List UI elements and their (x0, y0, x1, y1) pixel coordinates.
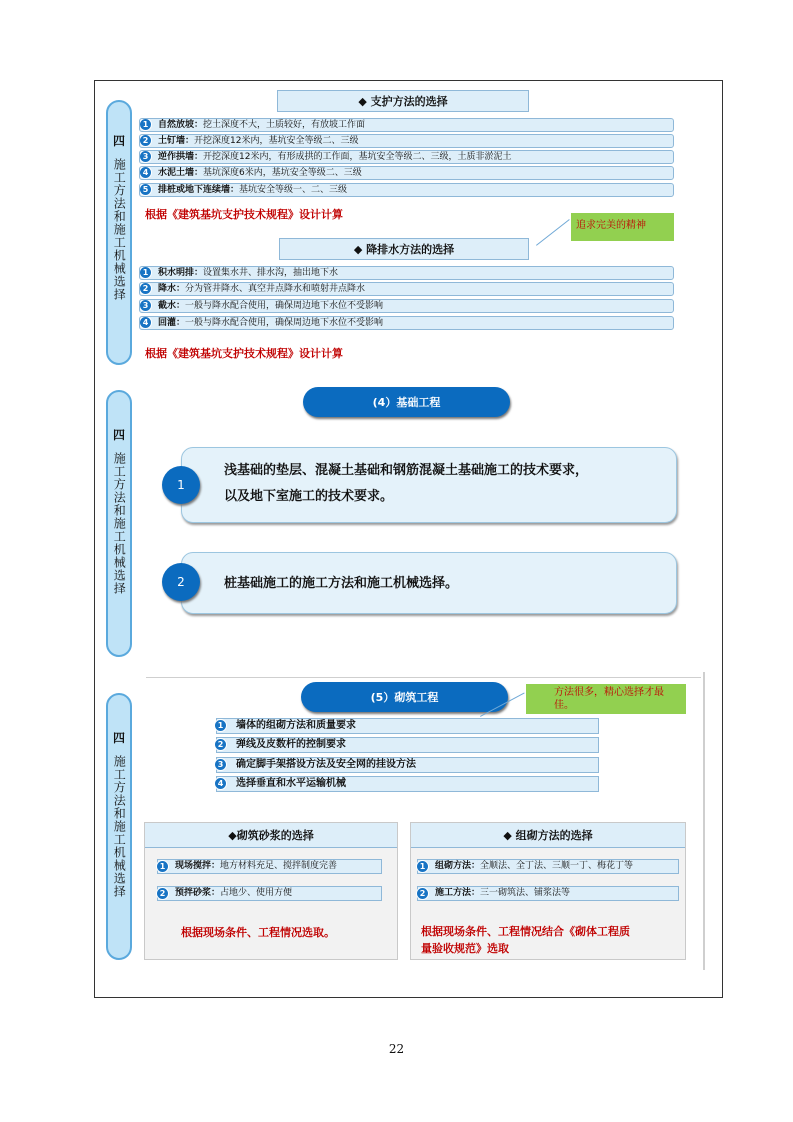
callout-note: 追求完美的精神 (571, 213, 674, 241)
design-basis-text: 根据《建筑基坑支护技术规程》设计计算 (145, 347, 343, 360)
design-basis-text: 根据《建筑基坑支护技术规程》设计计算 (145, 208, 343, 221)
item-text: 三一砌筑法、铺浆法等 (480, 888, 571, 898)
divider (703, 672, 705, 970)
list-item (216, 718, 599, 734)
item-text: 确定脚手架搭设方法及安全网的挂设方法 (236, 759, 416, 770)
item-number: 1 (162, 466, 200, 504)
list-item (139, 266, 674, 280)
basis-line: 量验收规范》选取 (421, 942, 509, 955)
basis-line: 根据现场条件、工程情况结合《砌体工程质 (421, 925, 630, 938)
item-label: 逆作拱墙： (158, 152, 204, 162)
list-item (139, 316, 674, 330)
list-item (139, 282, 674, 296)
item-text: 基坑安全等级一、二、三级 (239, 185, 348, 195)
item-text: 弹线及皮数杆的控制要求 (236, 739, 346, 750)
item-text: 开挖深度12米内，有形成拱的工作面，基坑安全等级二、三级，土质非淤泥土 (203, 152, 512, 162)
item-number: 3 (214, 758, 227, 771)
side-label-chapter: 四 (112, 428, 125, 442)
item-label: 现场搅拌： (175, 861, 221, 871)
item-label: 自然放坡： (158, 120, 204, 130)
item-number: 4 (139, 166, 152, 179)
item-number: 4 (214, 777, 227, 790)
item-label: 预拌砂浆： (175, 888, 221, 898)
item-text: 开挖深度12米内，基坑安全等级二、三级 (194, 136, 359, 146)
list-item (139, 118, 674, 132)
item-number: 2 (214, 738, 227, 751)
item-text: 挖土深度不大，土质较好，有放坡工作面 (203, 120, 366, 130)
item-text: 一般与降水配合使用，确保周边地下水位不受影响 (185, 318, 384, 328)
item-label: 截水： (158, 301, 186, 311)
item-number: 1 (156, 860, 169, 873)
support-method-header: ◆ 支护方法的选择 (277, 90, 529, 112)
callout-note: 方法很多，精心选择才最佳。 (526, 684, 686, 714)
item-number: 5 (139, 183, 152, 196)
item-number: 1 (139, 266, 152, 279)
masonry-section-title: (5）砌筑工程 (301, 682, 508, 712)
item-label: 水泥土墙： (158, 168, 204, 178)
item-number: 4 (139, 316, 152, 329)
panel-title: ◆ 组砌方法的选择 (411, 823, 685, 848)
item-number: 2 (156, 887, 169, 900)
item-line: 浅基础的垫层、混凝土基础和钢筋混凝土基础施工的技术要求， (224, 463, 589, 478)
item-label: 降水： (158, 284, 186, 294)
selection-basis-text (421, 923, 630, 957)
dewatering-method-header: ◆ 降排水方法的选择 (279, 238, 529, 260)
list-item (139, 183, 674, 197)
item-number: 2 (162, 563, 200, 601)
item-number: 1 (214, 719, 227, 732)
side-label-chapter: 四 (112, 731, 125, 745)
item-text: 全顺法、全丁法、三顺一丁、梅花丁等 (480, 861, 634, 871)
panel-title: ◆砌筑砂浆的选择 (145, 823, 397, 848)
mortar-selection-panel (144, 822, 398, 960)
foundation-item-2 (181, 552, 677, 614)
side-label-3 (106, 693, 132, 960)
item-text: 分为管井降水、真空井点降水和喷射井点降水 (185, 284, 366, 294)
item-text: 地方材料充足、搅拌制度完善 (220, 861, 338, 871)
item-text: 一般与降水配合使用，确保周边地下水位不受影响 (185, 301, 384, 311)
item-label: 施工方法： (435, 888, 481, 898)
list-item (417, 886, 679, 901)
item-number: 2 (139, 282, 152, 295)
side-label-text: 施工方法和施工机械选择 (112, 755, 127, 898)
item-number: 1 (139, 118, 152, 131)
item-number: 1 (416, 860, 429, 873)
foundation-item-1 (181, 447, 677, 523)
item-number: 3 (139, 299, 152, 312)
list-item (216, 776, 599, 792)
list-item (139, 134, 674, 148)
item-label: 积水明排： (158, 268, 204, 278)
item-text: 设置集水井、排水沟，抽出地下水 (203, 268, 339, 278)
list-item (417, 859, 679, 874)
selection-basis-text: 根据现场条件、工程情况选取。 (181, 926, 335, 939)
item-text: 占地少、使用方便 (220, 888, 293, 898)
item-line: 以及地下室施工的技术要求。 (224, 489, 394, 504)
side-label-chapter: 四 (112, 134, 125, 148)
item-label: 组砌方法： (435, 861, 481, 871)
list-item (139, 166, 674, 180)
list-item (216, 737, 599, 753)
item-number: 2 (139, 134, 152, 147)
item-number: 3 (139, 150, 152, 163)
list-item (139, 299, 674, 313)
list-item (139, 150, 674, 164)
side-label-2 (106, 390, 132, 657)
item-line: 桩基础施工的施工方法和施工机械选择。 (224, 576, 459, 591)
side-label-text: 施工方法和施工机械选择 (112, 452, 127, 595)
item-text: 选择垂直和水平运输机械 (236, 778, 346, 789)
side-label-1 (106, 100, 132, 365)
foundation-section-title: (4）基础工程 (303, 387, 510, 417)
item-number: 2 (416, 887, 429, 900)
page-number: 22 (388, 1042, 405, 1056)
item-text: 基坑深度6米内，基坑安全等级二、三级 (203, 168, 362, 178)
divider (146, 677, 701, 678)
side-label-text: 施工方法和施工机械选择 (112, 158, 127, 301)
bonding-method-panel (410, 822, 686, 960)
list-item (157, 859, 382, 874)
item-text: 墙体的组砌方法和质量要求 (236, 720, 356, 731)
item-label: 回灌： (158, 318, 186, 328)
list-item (157, 886, 382, 901)
list-item (216, 757, 599, 773)
item-label: 排桩或地下连续墙： (158, 185, 240, 195)
item-label: 土钉墙： (158, 136, 195, 146)
